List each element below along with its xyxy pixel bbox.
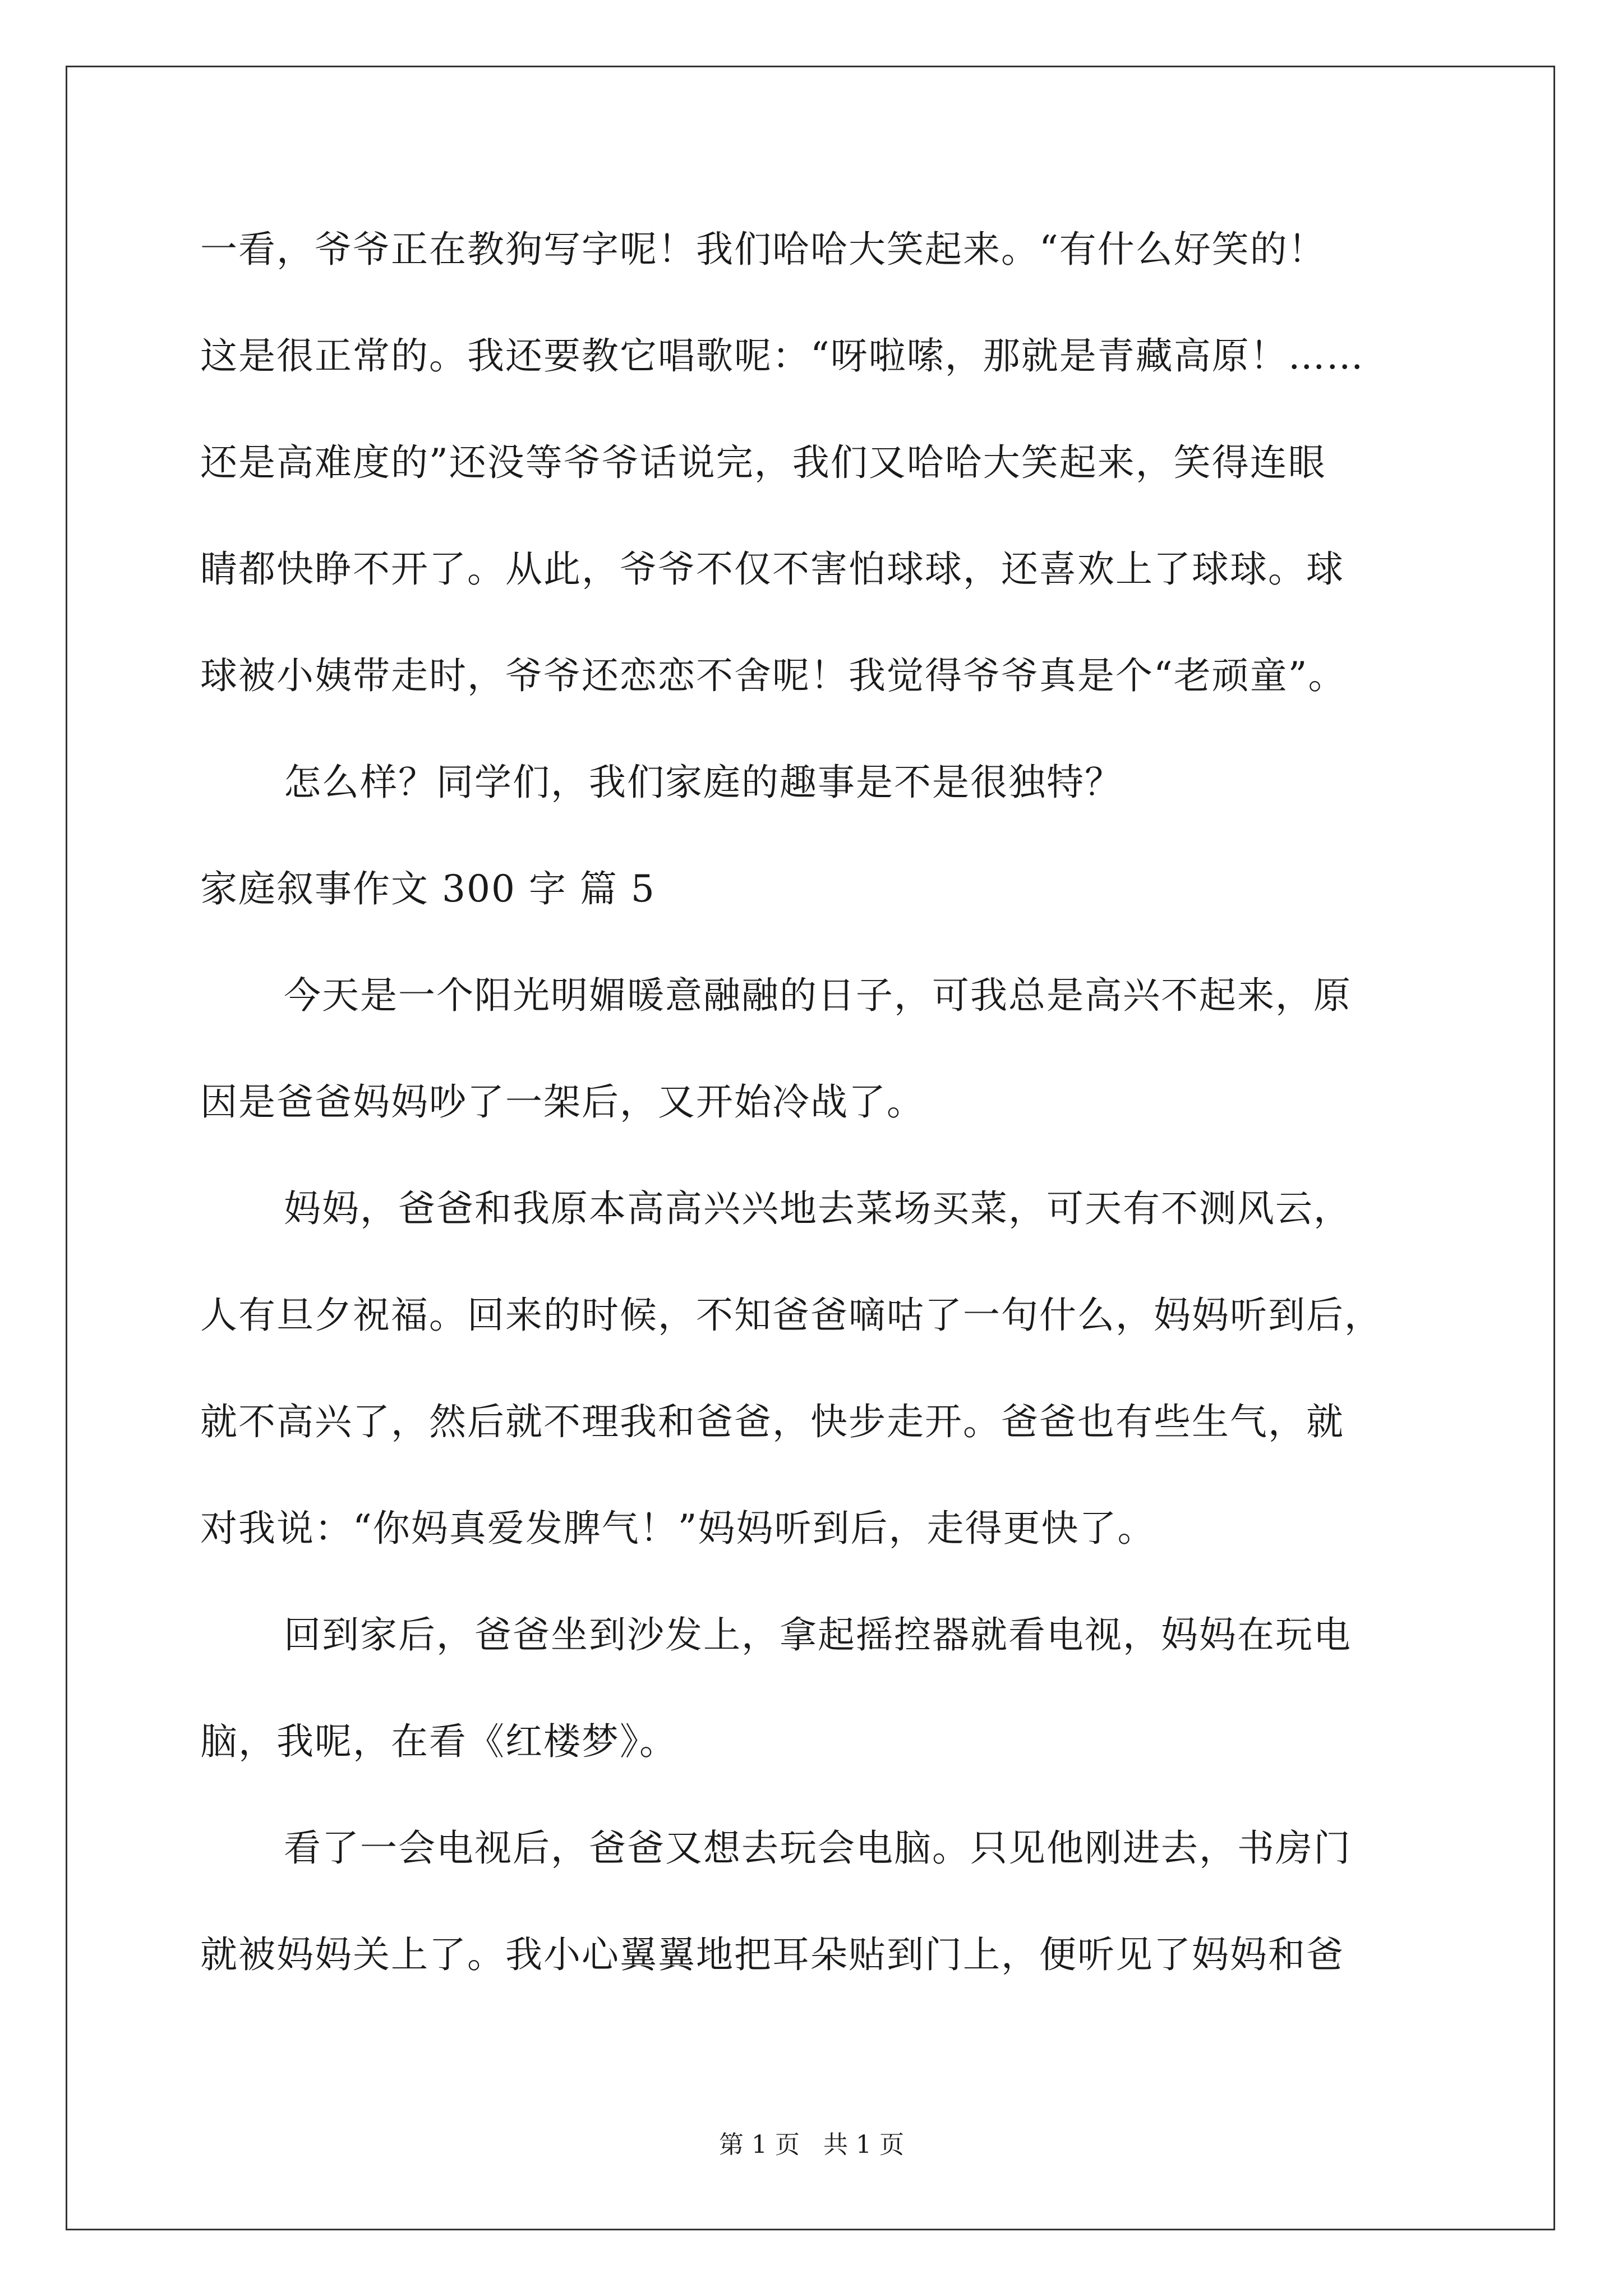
text-line-1: 一看，爷爷正在教狗写字呢！我们哈哈大笑起来。“有什么好笑的！ (200, 228, 1326, 271)
text-line-9: 因是爸爸妈妈吵了一架后，又开始冷战了。 (200, 1080, 925, 1124)
text-line-4: 睛都快睁不开了。从此，爷爷不仅不害怕球球，还喜欢上了球球。球 (200, 547, 1344, 591)
text-line-2: 这是很正常的。我还要教它唱歌呢：“呀啦嗦，那就是青藏高原！…… (200, 334, 1364, 378)
text-line-17: 就被妈妈关上了。我小心翼翼地把耳朵贴到门上，便听见了妈妈和爸 (200, 1933, 1344, 1976)
text-line-11: 人有旦夕祝福。回来的时候，不知爸爸嘀咕了一句什么，妈妈听到后， (200, 1294, 1382, 1337)
page-border (66, 66, 1555, 2230)
text-line-5: 球被小姨带走时，爷爷还恋恋不舍呢！我觉得爷爷真是个“老顽童”。 (200, 654, 1347, 697)
paragraph-closing: 怎么样？同学们，我们家庭的趣事是不是很独特？ (284, 761, 1123, 804)
text-line-10: 妈妈，爸爸和我原本高高兴兴地去菜场买菜，可天有不测风云， (284, 1187, 1352, 1230)
text-line-12: 就不高兴了，然后就不理我和爸爸，快步走开。爸爸也有些生气，就 (200, 1400, 1344, 1443)
text-line-16: 看了一会电视后，爸爸又想去玩会电脑。只见他刚进去，书房门 (284, 1826, 1352, 1870)
page-number-footer: 第 1 页 共 1 页 (719, 2131, 904, 2159)
text-line-8: 今天是一个阳光明媚暖意融融的日子，可我总是高兴不起来，原 (284, 974, 1352, 1017)
section-heading: 家庭叙事作文 300 字 篇 5 (200, 867, 656, 910)
text-line-15: 脑，我呢，在看《红楼梦》。 (200, 1720, 677, 1763)
text-line-13: 对我说：“你妈真爱发脾气！”妈妈听到后，走得更快了。 (200, 1507, 1156, 1550)
text-line-14: 回到家后，爸爸坐到沙发上，拿起摇控器就看电视，妈妈在玩电 (284, 1613, 1352, 1657)
text-line-3: 还是高难度的”还没等爷爷话说完，我们又哈哈大笑起来，笑得连眼 (200, 441, 1326, 484)
